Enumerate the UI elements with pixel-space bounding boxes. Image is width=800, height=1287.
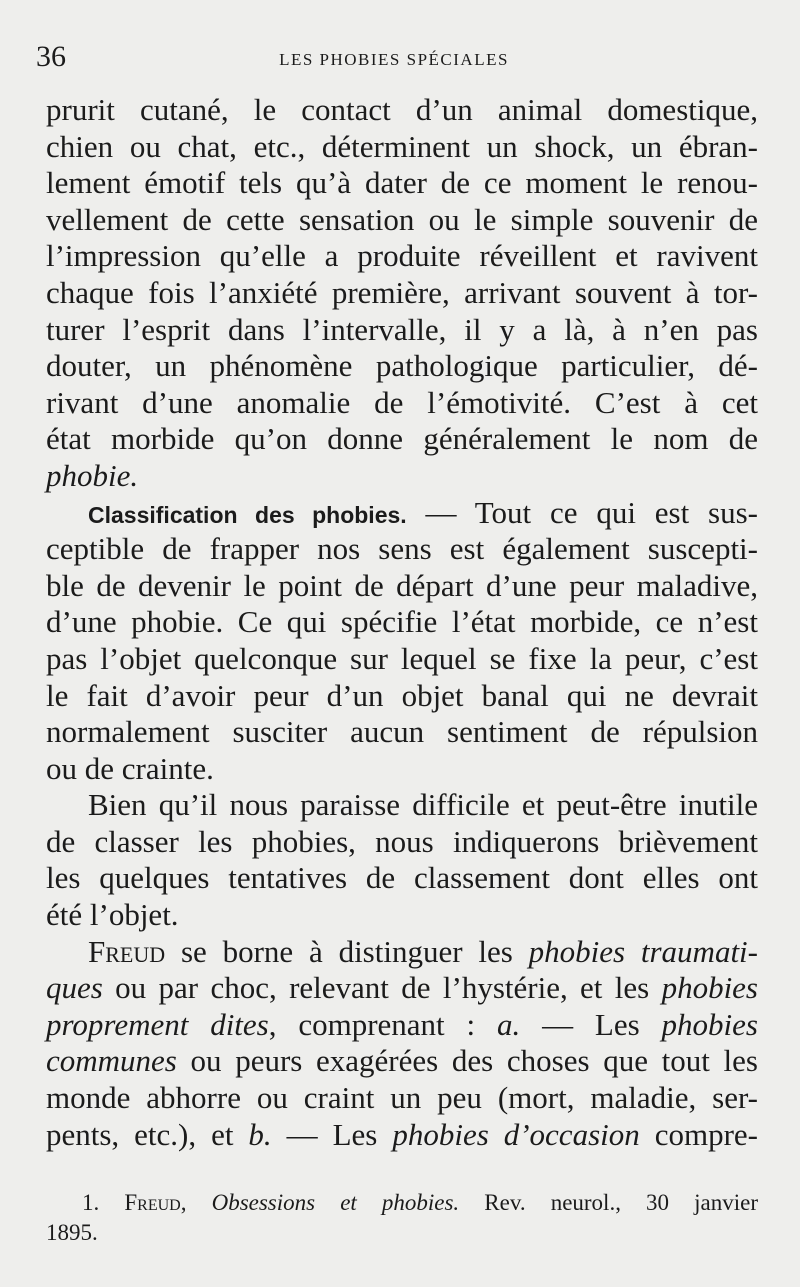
text-line: d’une phobie. Ce qui spécifie l’état morbide, ce n’est [46,604,758,640]
text-line: ques ou par choc, relevant de l’hystérie, et les phobies [46,970,758,1006]
running-head: LES PHOBIES SPÉCIALES [279,50,509,69]
footnote [46,1188,758,1248]
footnote-year: 1895. [46,1220,98,1245]
text-line: phobie. [46,457,139,493]
text-line: pents, etc.), et b. — Les phobies d’occasion compre- [46,1116,758,1152]
text-line: été l’objet. [46,897,179,933]
text-line: ou de crainte. [46,750,214,786]
text-line: pas l’objet quelconque sur lequel se fixe la peur, c’est [46,640,758,676]
text-line: prurit cutané, le contact d’un animal domestique, [46,92,758,127]
author-name: Freud [88,933,166,969]
text-line: monde abhorre ou craint un peu (mort, maladie, ser- [46,1080,758,1116]
text-line: chaque fois l’anxiété première, arrivant souvent à tor- [46,274,758,310]
text-line: communes ou peurs exagérées des choses que tout les [46,1043,758,1079]
text-line: chien ou chat, etc., déterminent un shock, un ébran- [46,128,758,164]
footnote-title: Obsessions et phobies. [211,1190,460,1215]
text-line: rivant d’une anomalie de l’émotivité. C’est à cet [46,384,758,420]
text-line: les quelques tentatives de classement dont elles ont [46,860,758,896]
text-line: lement émotif tels qu’à dater de ce moment le renou- [46,165,758,201]
text-line: état morbide qu’on donne généralement le nom de [46,421,758,457]
text-line: Classification des phobies. — Tout ce qui est sus- [88,494,758,530]
text-line: l’impression qu’elle a produite réveillent et ravivent [46,238,758,274]
body-text [46,92,758,1153]
page-header [36,40,752,80]
footnote-line: 1. Freud, Obsessions et phobies. Rev. neurol., 30 janvier [82,1190,759,1215]
text-line: vellement de cette sensation ou le simple souvenir de [46,201,758,237]
text-line: Freud se borne à distinguer les phobies traumati- [88,933,758,969]
text-line: douter, un phénomène pathologique particulier, dé- [46,348,758,384]
footnote-reference: Rev. neurol., 30 janvier [459,1190,759,1215]
text-line: Bien qu’il nous paraisse difficile et peut-être inutile [88,787,758,823]
text-line: le fait d’avoir peur d’un objet banal qui ne devrait [46,677,758,713]
page-number: 36 [36,40,66,73]
footnote-author: Freud [124,1190,181,1215]
text-line: turer l’esprit dans l’intervalle, il y a là, à n’en pas [46,311,758,347]
text-line: proprement dites, comprenant : a. — Les phobies [46,1006,758,1042]
text-line: ble de devenir le point de départ d’une peur maladive, [46,567,758,603]
text-line: de classer les phobies, nous indiquerons brièvement [46,823,758,859]
text-line: ceptible de frapper nos sens est également suscepti- [46,531,758,567]
text-line: normalement susciter aucun sentiment de répulsion [46,714,758,750]
section-heading: Classification des phobies. [88,501,407,528]
footnote-number: 1. [82,1190,100,1215]
